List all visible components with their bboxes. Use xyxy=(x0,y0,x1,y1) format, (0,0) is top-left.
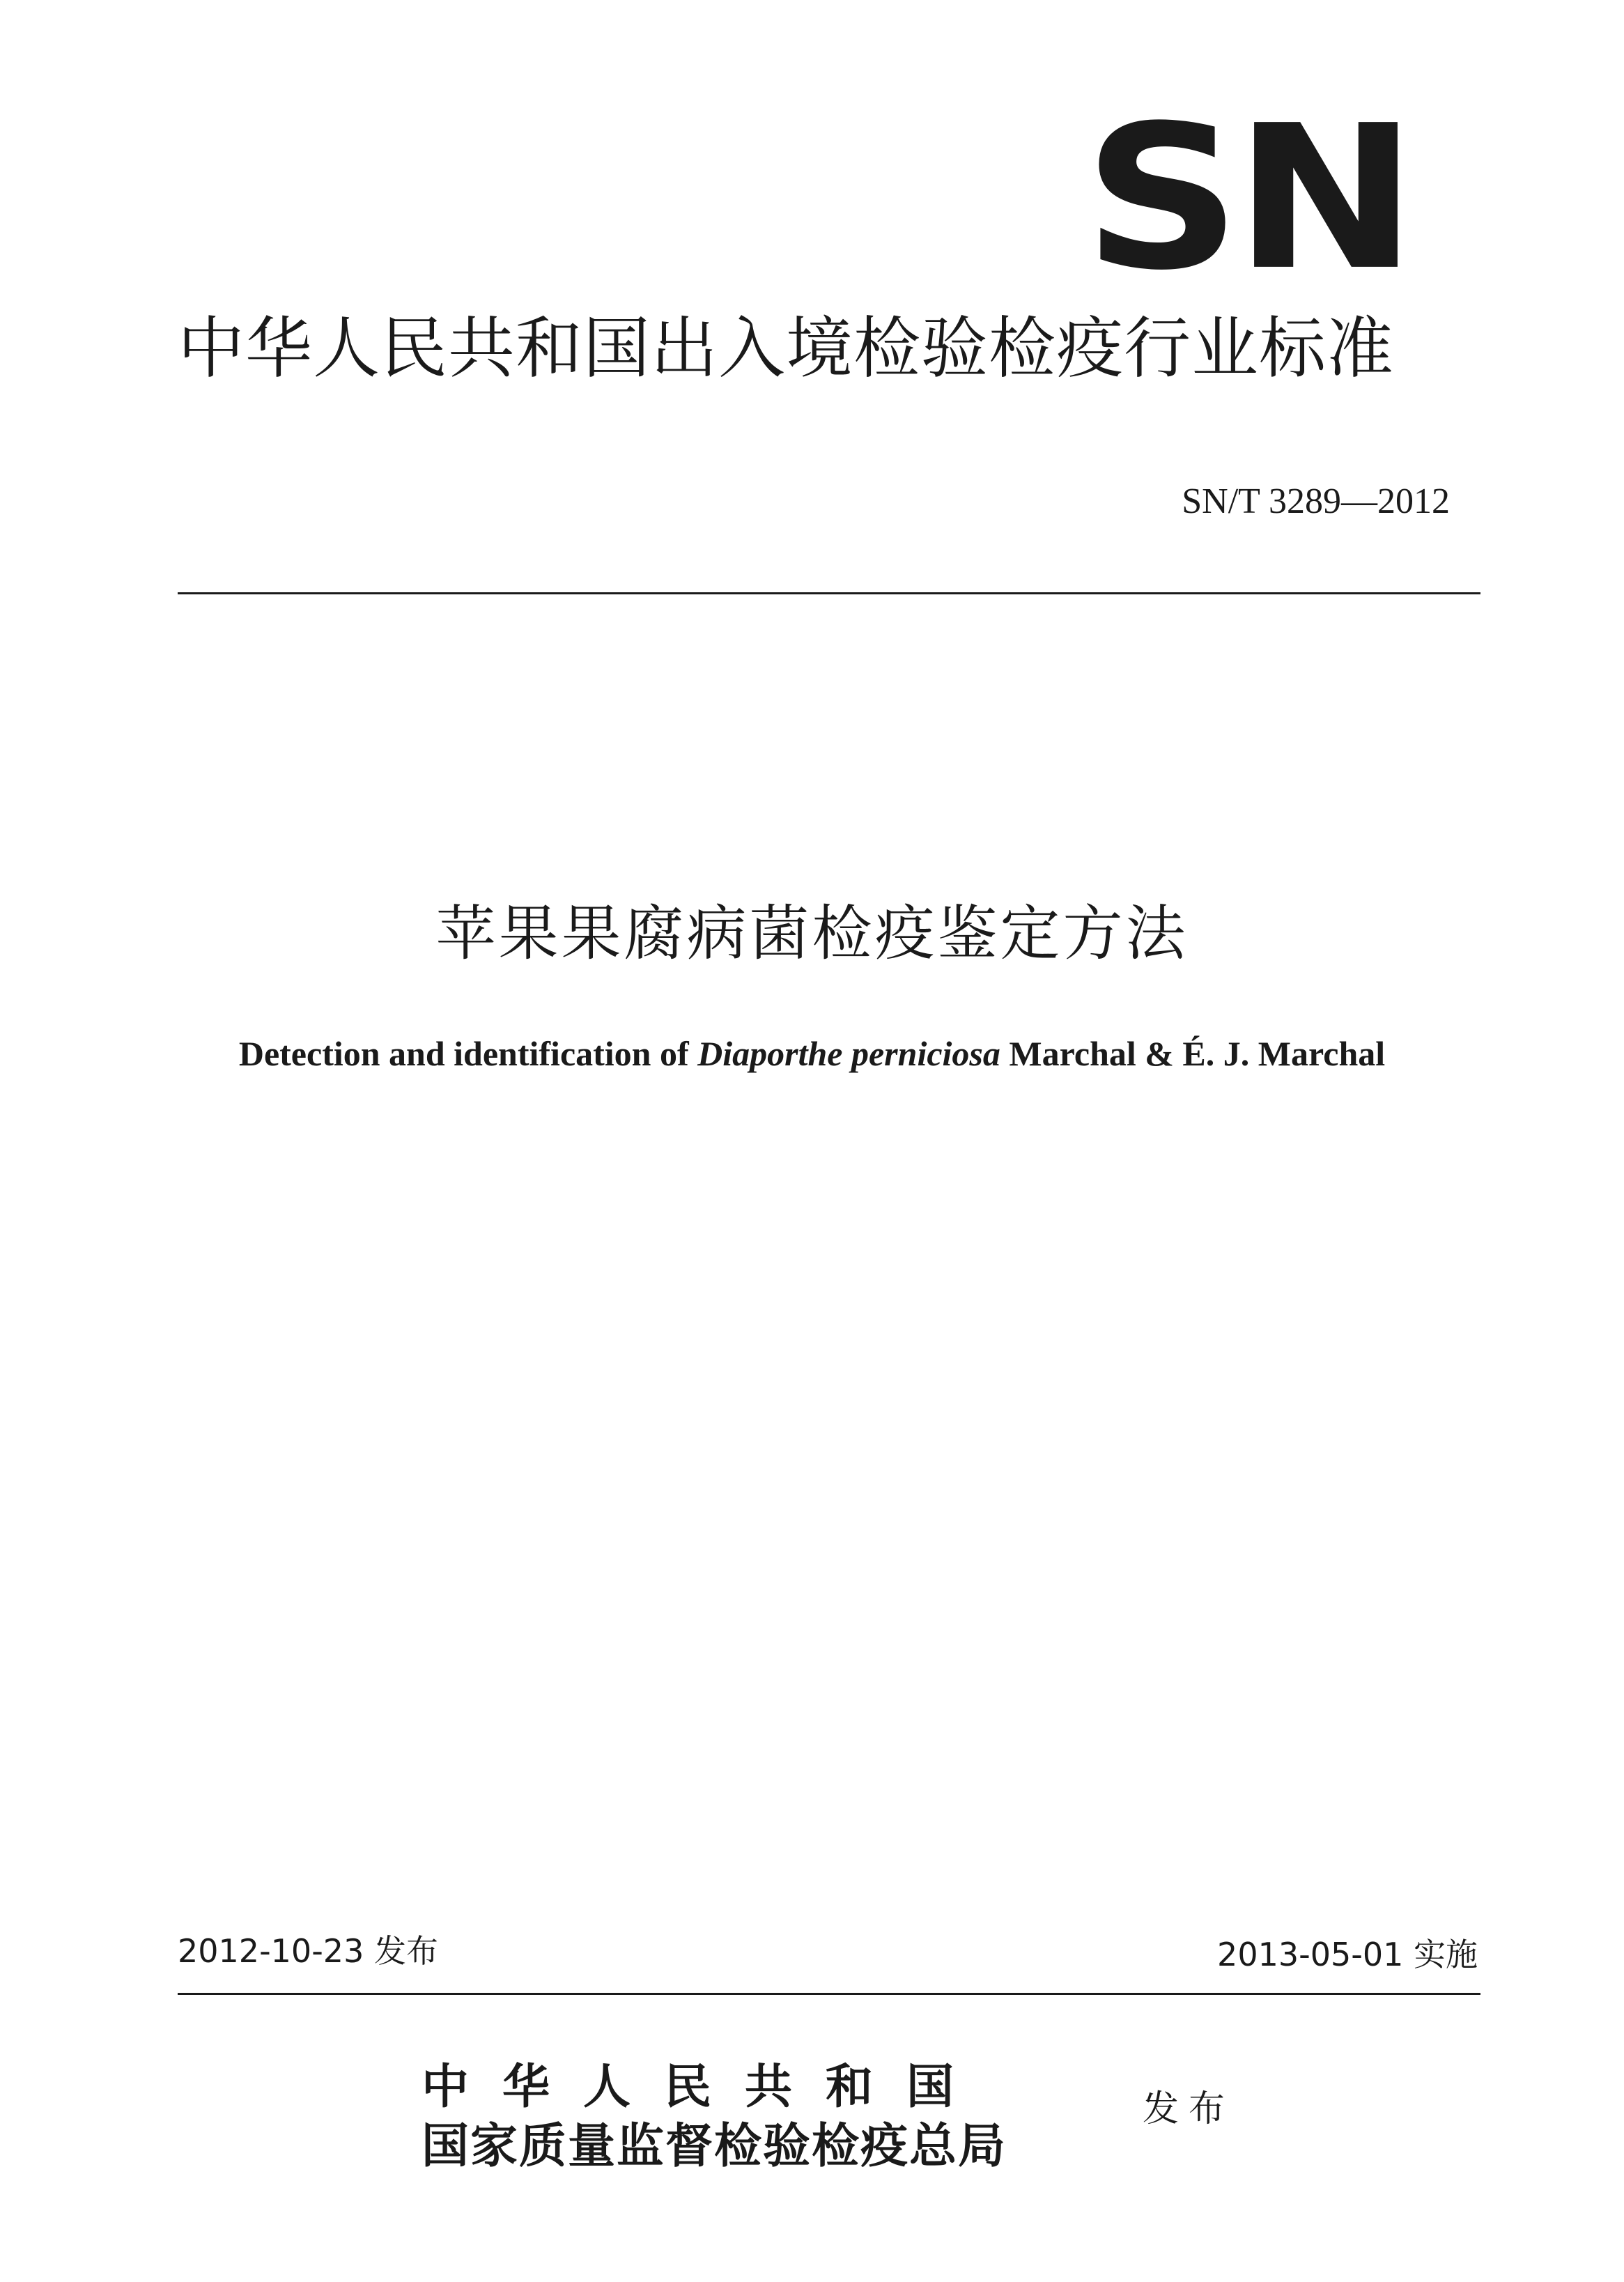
issue-date: 2012-10-23 发布 xyxy=(178,1932,438,1970)
publisher-line-2: 国家质量监督检验检疫总局 xyxy=(422,2118,1007,2174)
document-title-zh: 苹果果腐病菌检疫鉴定方法 xyxy=(435,899,1189,969)
standard-title: 中华人民共和国出入境检验检疫行业标准 xyxy=(178,309,1394,387)
bottom-divider xyxy=(178,1993,1480,1995)
publisher-suffix: 发布 xyxy=(1143,2088,1235,2130)
publisher-line-1: 中华人民共和国 xyxy=(422,2059,988,2115)
title-en-part1: Detection and identification of xyxy=(238,1034,698,1073)
standard-code: SN/T 3289—2012 xyxy=(1182,481,1450,521)
document-title-en xyxy=(0,1031,1624,1076)
sn-logo-text: SN xyxy=(1083,82,1411,314)
sn-logo xyxy=(1083,82,1411,314)
title-en-part2: Marchal & É. J. Marchal xyxy=(1000,1034,1386,1073)
top-divider xyxy=(178,592,1480,594)
title-en-species: Diaporthe perniciosa xyxy=(697,1034,1000,1073)
effective-date: 2013-05-01 实施 xyxy=(1217,1936,1478,1973)
